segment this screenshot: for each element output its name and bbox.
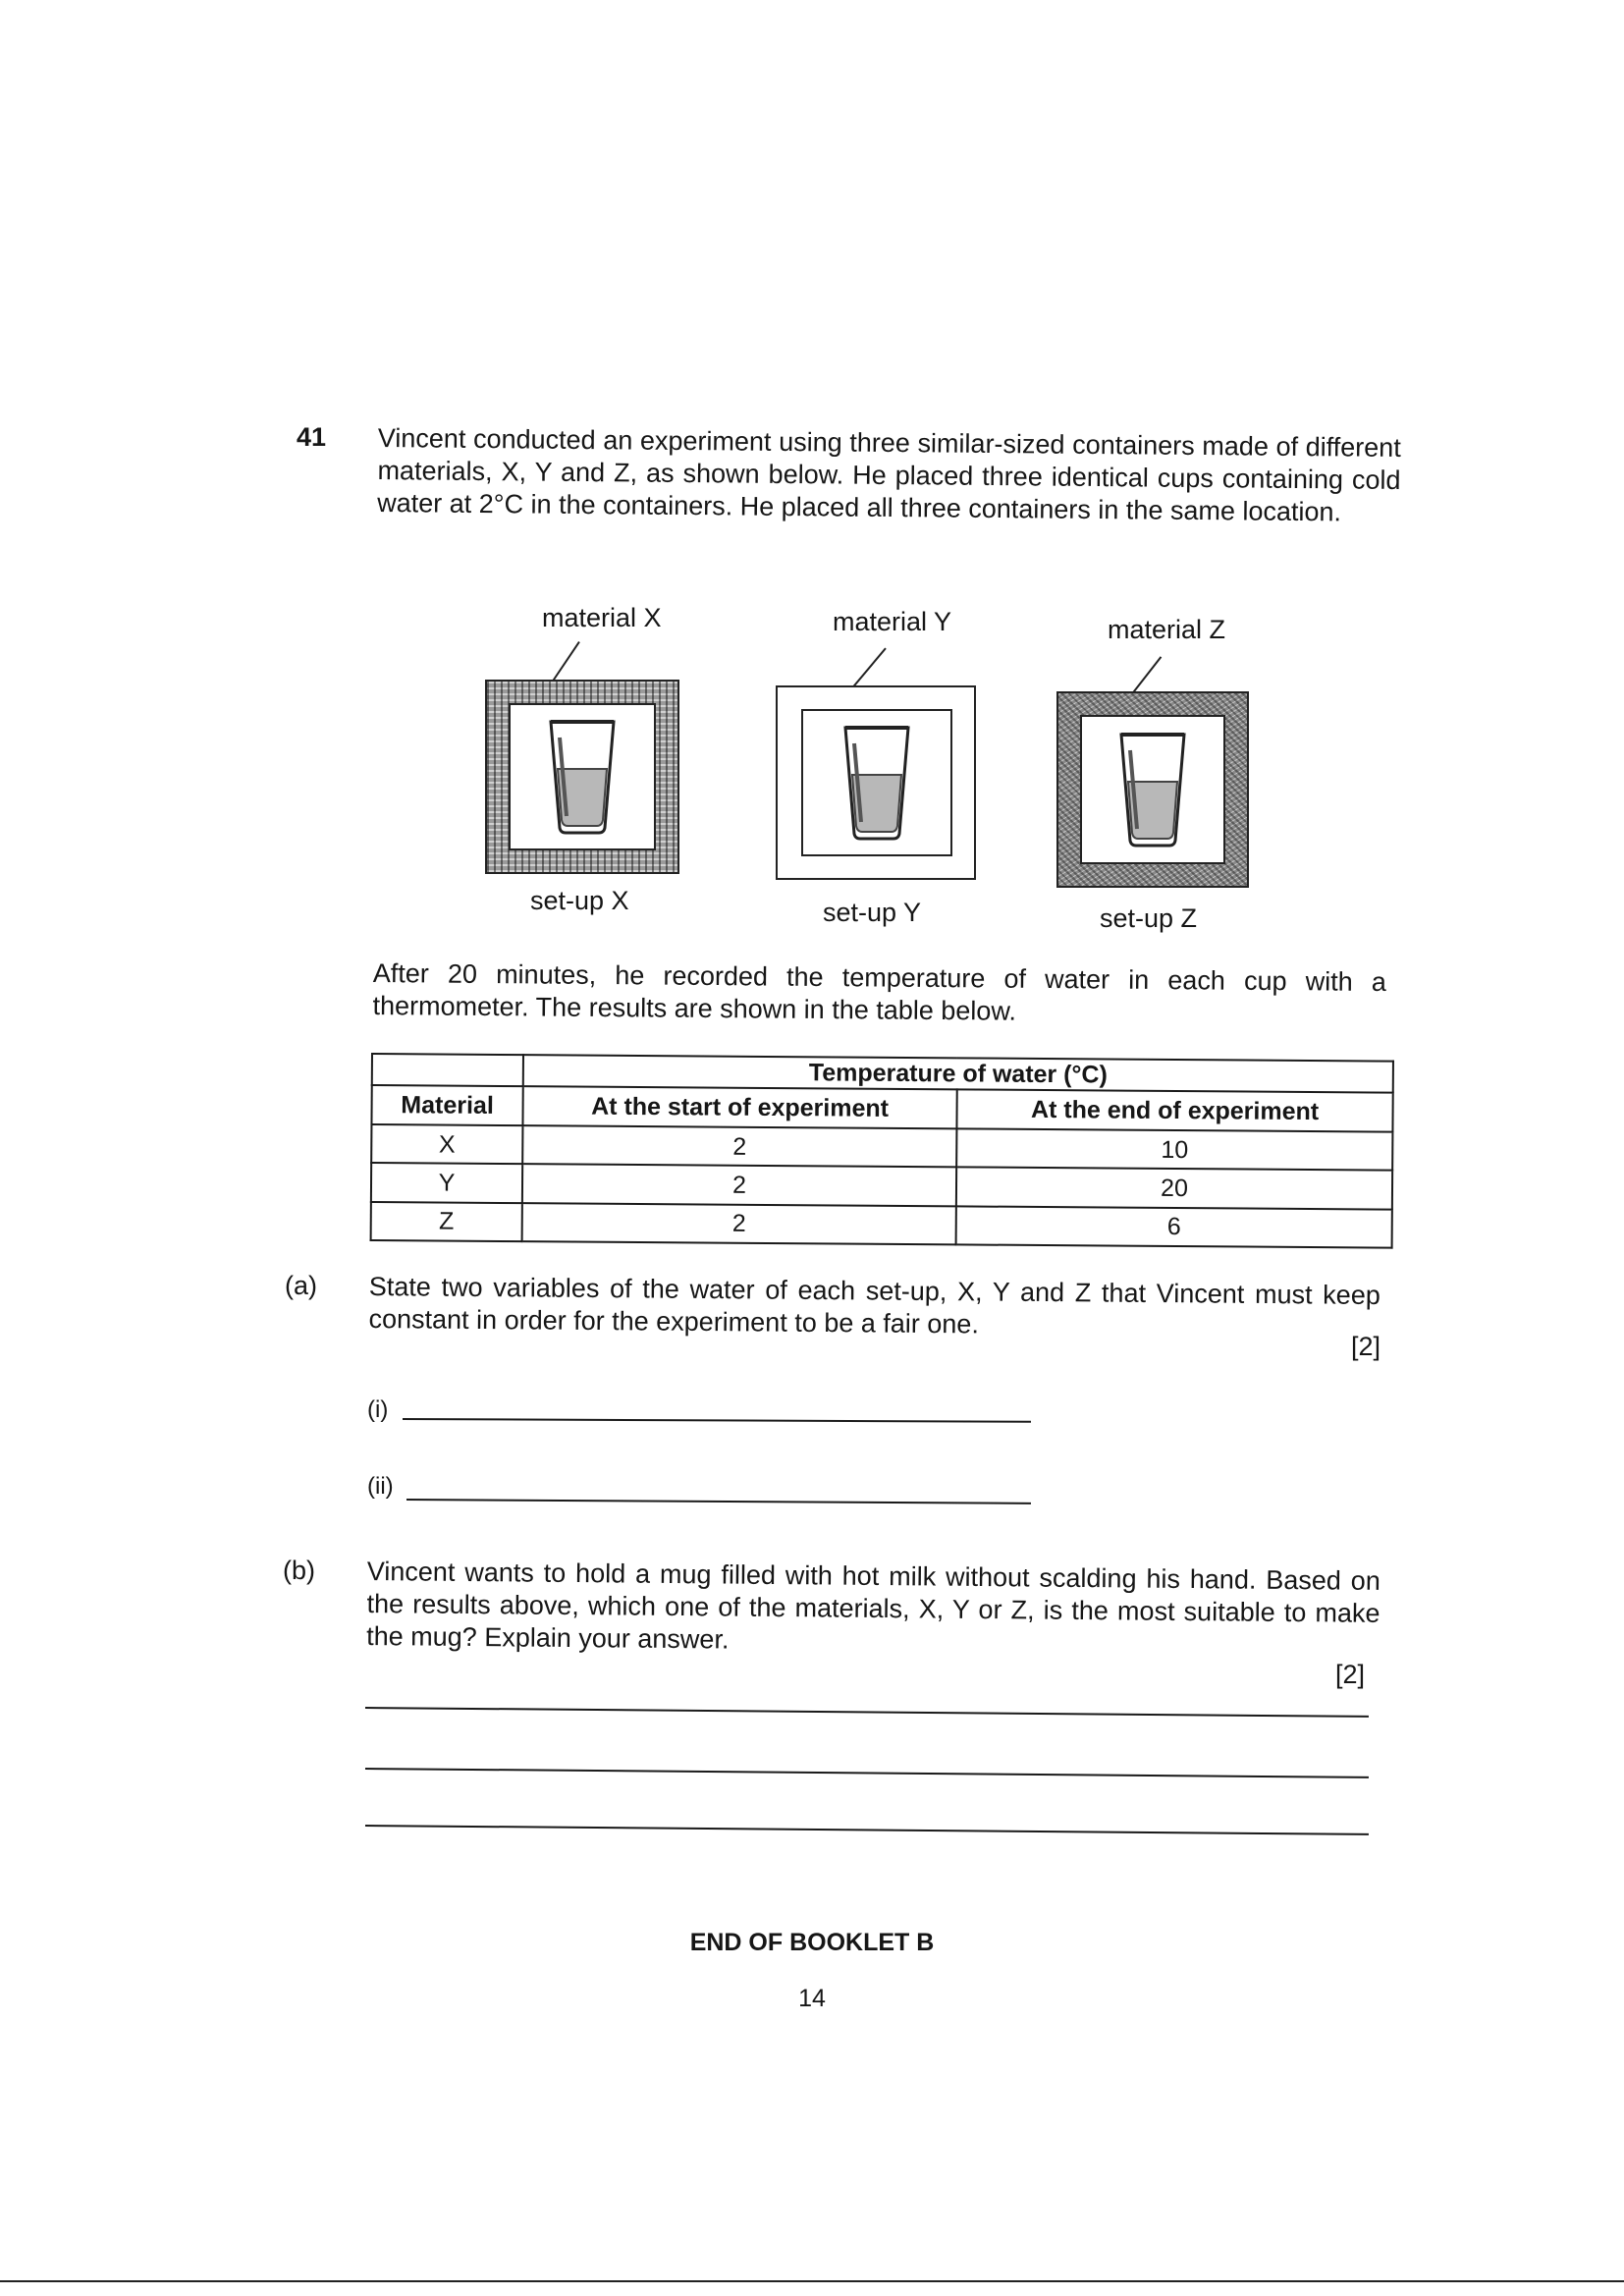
row-end-temperature-cell: 20	[956, 1168, 1392, 1210]
end-of-booklet-text: END OF BOOKLET B	[689, 1929, 935, 1956]
row-start-temperature-cell: 2	[522, 1125, 956, 1168]
material-z-label: material Z	[1108, 615, 1226, 644]
part-a-label: (a)	[285, 1271, 317, 1300]
start-column-header: At the start of experiment	[522, 1086, 956, 1128]
setup-y-label: set-up Y	[823, 898, 922, 927]
page-number: 14	[798, 1985, 826, 2012]
answer-b-line-3[interactable]	[365, 1825, 1369, 1835]
question-intro: Vincent conducted an experiment using three similar-sized containers made of different materials, X, Y and Z, as shown below. He placed three identical cups containing cold water at 2°C in the containers. He placed all three containers in the same location.	[377, 422, 1401, 527]
answer-ii-label: (ii)	[367, 1473, 394, 1500]
results-table	[370, 1053, 1392, 1249]
row-start-temperature-cell: 2	[522, 1203, 956, 1245]
material-y-leader-line	[849, 647, 887, 690]
part-a-question: State two variables of the water of each set-up, X, Y and Z that Vincent must keep constant in order for the experiment to be a fair one.	[368, 1272, 1380, 1339]
cup-z-icon	[1118, 731, 1187, 848]
cup-x-icon	[548, 718, 617, 836]
part-b-label: (b)	[283, 1556, 315, 1585]
row-material-cell: Y	[371, 1163, 522, 1202]
row-material-cell: Z	[371, 1202, 522, 1241]
part-b-question: Vincent wants to hold a mug filled with hot milk without scalding his hand. Based on the results above, which one of the materials, X, Y or Z, is the most suitable to make the mug? Explain your answer.	[366, 1557, 1380, 1655]
material-x-leader-line	[551, 641, 580, 683]
answer-i-line[interactable]	[403, 1418, 1031, 1423]
material-x-container	[485, 680, 679, 874]
material-column-header: Material	[371, 1085, 522, 1125]
material-x-inner-space	[509, 703, 656, 850]
answer-b-line-2[interactable]	[365, 1768, 1369, 1778]
row-end-temperature-cell: 6	[956, 1206, 1392, 1248]
material-y-label: material Y	[833, 607, 952, 636]
answer-b-line-1[interactable]	[365, 1707, 1369, 1718]
question-number: 41	[297, 422, 327, 452]
answer-ii-line[interactable]	[406, 1499, 1031, 1504]
end-column-header: At the end of experiment	[956, 1089, 1392, 1131]
row-end-temperature-cell: 10	[956, 1128, 1392, 1171]
table-corner-cell	[372, 1054, 523, 1086]
temperature-group-header: Temperature of water (°C)	[523, 1055, 1393, 1092]
material-x-label: material X	[542, 603, 662, 632]
setup-x-label: set-up X	[530, 886, 629, 915]
material-y-container	[776, 685, 976, 880]
table-row	[371, 1202, 1392, 1248]
answer-i-label: (i)	[367, 1396, 389, 1423]
setup-z-label: set-up Z	[1100, 903, 1198, 933]
page-bottom-rule	[0, 2280, 1624, 2282]
material-y-inner-space	[801, 709, 952, 856]
part-a-marks: [2]	[1351, 1332, 1381, 1361]
row-material-cell: X	[371, 1124, 522, 1164]
results-description: After 20 minutes, he recorded the temperature of water in each cup with a thermometer. The results are shown in the table below.	[372, 957, 1386, 1026]
part-b-marks: [2]	[1335, 1660, 1366, 1689]
material-z-container	[1056, 691, 1249, 888]
material-z-inner-space	[1080, 715, 1225, 864]
cup-y-icon	[842, 724, 911, 842]
row-start-temperature-cell: 2	[522, 1164, 956, 1206]
